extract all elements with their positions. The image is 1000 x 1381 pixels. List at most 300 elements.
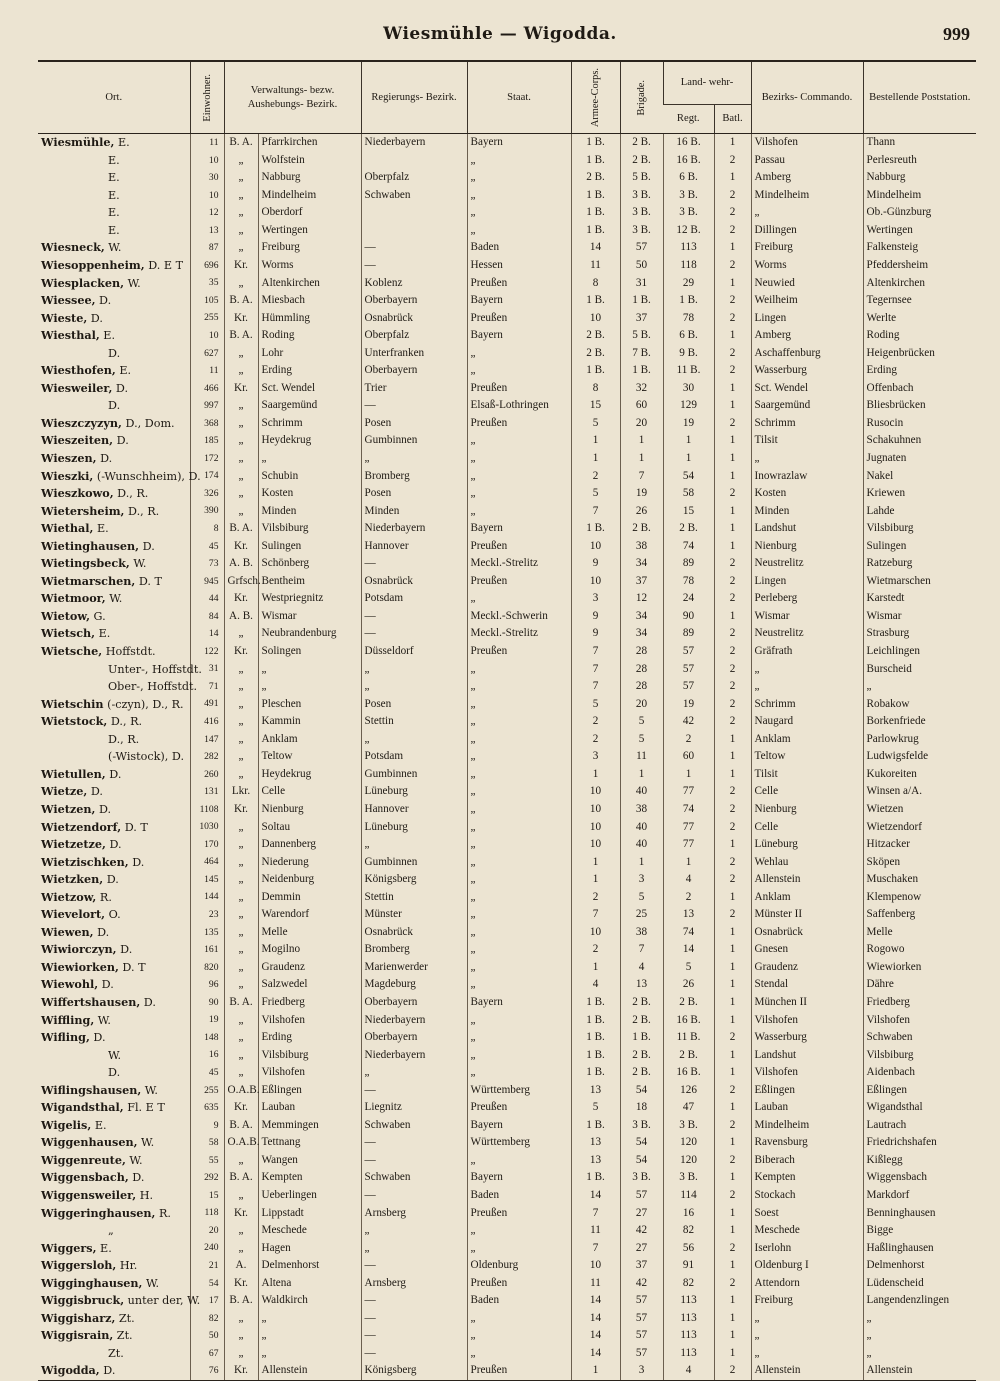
- cell-landwehr-batl: 1: [714, 924, 751, 942]
- cell-regierungsbezirk: Minden: [361, 502, 467, 520]
- cell-armee-corps: 9: [571, 625, 620, 643]
- cell-bezirk-art: „: [224, 274, 258, 292]
- cell-einwohner: 240: [190, 1239, 224, 1257]
- cell-verwaltungsbezirk: Schönberg: [258, 555, 361, 573]
- cell-verwaltungsbezirk: Solingen: [258, 643, 361, 661]
- cell-landwehr-batl: 2: [714, 871, 751, 889]
- cell-armee-corps: 1: [571, 450, 620, 468]
- cell-bezirk-art: B. A.: [224, 1117, 258, 1135]
- cell-poststation: Saffenberg: [863, 906, 976, 924]
- cell-poststation: Heigenbrücken: [863, 345, 976, 363]
- place-type: W.: [129, 557, 147, 571]
- cell-bezirkscommando: Aschaffenburg: [751, 345, 863, 363]
- cell-staat: „: [467, 941, 571, 959]
- cell-regierungsbezirk: Posen: [361, 696, 467, 714]
- cell-ort: [38, 573, 190, 591]
- cell-ort: [38, 801, 190, 819]
- cell-regierungsbezirk: —: [361, 1134, 467, 1152]
- cell-einwohner: 1030: [190, 818, 224, 836]
- cell-ort: [38, 327, 190, 345]
- place-type: D.: [89, 1031, 106, 1045]
- cell-brigade: 3 B.: [620, 204, 663, 222]
- cell-einwohner: 87: [190, 239, 224, 257]
- cell-poststation: Wismar: [863, 608, 976, 626]
- cell-verwaltungsbezirk: „: [258, 660, 361, 678]
- cell-poststation: Erding: [863, 362, 976, 380]
- cell-poststation: Kißlegg: [863, 1152, 976, 1170]
- cell-ort: [38, 1117, 190, 1135]
- cell-poststation: Kriewen: [863, 485, 976, 503]
- cell-verwaltungsbezirk: Wangen: [258, 1152, 361, 1170]
- cell-armee-corps: 2 B.: [571, 327, 620, 345]
- cell-staat: Bayern: [467, 134, 571, 152]
- place-type: E.: [96, 1241, 112, 1255]
- place-type: D. E T: [144, 259, 184, 272]
- cell-bezirkscommando: „: [751, 1310, 863, 1328]
- cell-ort: [38, 415, 190, 433]
- cell-armee-corps: 10: [571, 924, 620, 942]
- place-name: Wietzow,: [41, 889, 97, 904]
- place-name: Wiesneck,: [41, 240, 105, 255]
- cell-armee-corps: 13: [571, 1152, 620, 1170]
- place-name: Wietmarschen,: [41, 573, 136, 588]
- cell-ort: [38, 660, 202, 678]
- cell-ort: [38, 1099, 190, 1117]
- cell-ort: [38, 239, 190, 257]
- cell-brigade: 54: [620, 1134, 663, 1152]
- place-type: Unter-, Hoffstdt.: [108, 662, 202, 676]
- cell-bezirk-art: B. A.: [224, 1292, 258, 1310]
- cell-regierungsbezirk: —: [361, 1310, 467, 1328]
- cell-einwohner: 54: [190, 1275, 224, 1293]
- cell-verwaltungsbezirk: Vilshofen: [258, 1064, 361, 1082]
- cell-staat: „: [467, 766, 571, 784]
- cell-landwehr-batl: 1: [714, 1345, 751, 1363]
- cell-poststation: Klempenow: [863, 889, 976, 907]
- cell-ort: [38, 994, 190, 1012]
- cell-verwaltungsbezirk: Wolfstein: [258, 152, 361, 170]
- cell-bezirk-art: „: [224, 853, 258, 871]
- cell-verwaltungsbezirk: Friedberg: [258, 994, 361, 1012]
- cell-poststation: Ludwigsfelde: [863, 748, 976, 766]
- cell-brigade: 57: [620, 1292, 663, 1310]
- cell-brigade: 2 B.: [620, 520, 663, 538]
- cell-verwaltungsbezirk: Altenkirchen: [258, 274, 361, 292]
- cell-regierungsbezirk: „: [361, 450, 467, 468]
- cell-bezirkscommando: Celle: [751, 818, 863, 836]
- cell-landwehr-regt: 113: [663, 239, 714, 257]
- cell-landwehr-batl: 2: [714, 906, 751, 924]
- cell-armee-corps: 5: [571, 1099, 620, 1117]
- cell-landwehr-regt: 54: [663, 467, 714, 485]
- cell-bezirk-art: Kr.: [224, 538, 258, 556]
- cell-ort: [38, 871, 190, 889]
- cell-bezirk-art: „: [224, 1310, 258, 1328]
- cell-staat: „: [467, 1029, 571, 1047]
- cell-poststation: Falkensteig: [863, 239, 976, 257]
- table-row: [38, 678, 976, 696]
- cell-ort: [38, 783, 190, 801]
- cell-einwohner: 627: [190, 345, 224, 363]
- cell-regierungsbezirk: Marienwerder: [361, 959, 467, 977]
- cell-verwaltungsbezirk: Lippstadt: [258, 1204, 361, 1222]
- cell-poststation: Burscheid: [863, 660, 976, 678]
- cell-verwaltungsbezirk: Freiburg: [258, 239, 361, 257]
- cell-bezirk-art: „: [224, 1345, 258, 1363]
- cell-landwehr-regt: 82: [663, 1275, 714, 1293]
- cell-ort: [38, 1257, 190, 1275]
- cell-armee-corps: 2 B.: [571, 345, 620, 363]
- cell-bezirk-art: „: [224, 152, 258, 170]
- cell-verwaltungsbezirk: Anklam: [258, 731, 361, 749]
- cell-poststation: Muschaken: [863, 871, 976, 889]
- table-row: [38, 1099, 976, 1117]
- table-row: [38, 432, 976, 450]
- cell-armee-corps: 2 B.: [571, 169, 620, 187]
- cell-bezirk-art: Kr.: [224, 801, 258, 819]
- cell-brigade: 54: [620, 1152, 663, 1170]
- cell-bezirk-art: A.: [224, 1257, 258, 1275]
- cell-einwohner: 696: [190, 257, 224, 275]
- cell-bezirk-art: „: [224, 450, 258, 468]
- cell-bezirkscommando: Neustrelitz: [751, 555, 863, 573]
- cell-staat: Preußen: [467, 274, 571, 292]
- cell-einwohner: 145: [190, 871, 224, 889]
- place-name: Wiesplacken,: [41, 275, 125, 290]
- cell-einwohner: 35: [190, 274, 224, 292]
- place-type: D.: [103, 873, 119, 887]
- cell-einwohner: 13: [190, 222, 224, 240]
- cell-landwehr-batl: 1: [714, 836, 751, 854]
- cell-poststation: „: [863, 1310, 976, 1328]
- cell-brigade: 57: [620, 1345, 663, 1363]
- cell-ort: [38, 1169, 190, 1187]
- cell-verwaltungsbezirk: „: [258, 678, 361, 696]
- cell-verwaltungsbezirk: Meschede: [258, 1222, 361, 1240]
- cell-verwaltungsbezirk: Hümmling: [258, 309, 361, 327]
- cell-regierungsbezirk: Münster: [361, 906, 467, 924]
- cell-bezirkscommando: Worms: [751, 257, 863, 275]
- cell-landwehr-batl: 1: [714, 274, 751, 292]
- cell-poststation: Allenstein: [863, 1362, 976, 1380]
- cell-verwaltungsbezirk: Niederung: [258, 853, 361, 871]
- cell-landwehr-batl: 1: [714, 766, 751, 784]
- cell-bezirkscommando: Landshut: [751, 520, 863, 538]
- cell-einwohner: 491: [190, 696, 224, 714]
- cell-poststation: Wigandsthal: [863, 1099, 976, 1117]
- cell-einwohner: 255: [190, 1082, 224, 1100]
- table-row: [38, 1117, 976, 1135]
- cell-brigade: 27: [620, 1239, 663, 1257]
- cell-staat: „: [467, 713, 571, 731]
- cell-poststation: Lüdenscheid: [863, 1275, 976, 1293]
- cell-bezirkscommando: Allenstein: [751, 1362, 863, 1380]
- place-name: Wiggensbach,: [41, 1170, 129, 1185]
- cell-landwehr-regt: 4: [663, 1362, 714, 1380]
- cell-brigade: 13: [620, 976, 663, 994]
- cell-regierungsbezirk: —: [361, 1292, 467, 1310]
- place-name: Wigandsthal,: [41, 1100, 124, 1115]
- cell-poststation: Bigge: [863, 1222, 976, 1240]
- place-type: E.: [95, 627, 111, 641]
- table-row: [38, 608, 976, 626]
- cell-landwehr-regt: 78: [663, 573, 714, 591]
- cell-regierungsbezirk: —: [361, 257, 467, 275]
- cell-landwehr-batl: 1: [714, 1169, 751, 1187]
- cell-bezirk-art: B. A.: [224, 1169, 258, 1187]
- cell-regierungsbezirk: —: [361, 1345, 467, 1363]
- cell-staat: „: [467, 1239, 571, 1257]
- place-type: D.: [105, 838, 122, 852]
- cell-verwaltungsbezirk: Mindelheim: [258, 187, 361, 205]
- table-row: [38, 345, 976, 363]
- cell-bezirk-art: „: [224, 432, 258, 450]
- place-type: D.: [112, 381, 129, 395]
- cell-landwehr-batl: 2: [714, 257, 751, 275]
- cell-bezirkscommando: Stendal: [751, 976, 863, 994]
- cell-staat: Oldenburg: [467, 1257, 571, 1275]
- cell-armee-corps: 7: [571, 906, 620, 924]
- cell-regierungsbezirk: [361, 222, 467, 240]
- cell-brigade: 11: [620, 748, 663, 766]
- cell-poststation: Aidenbach: [863, 1064, 976, 1082]
- cell-bezirk-art: „: [224, 731, 258, 749]
- cell-ort: [38, 1275, 190, 1293]
- cell-einwohner: 185: [190, 432, 224, 450]
- cell-verwaltungsbezirk: Erding: [258, 1029, 361, 1047]
- cell-poststation: Haßlinghausen: [863, 1239, 976, 1257]
- table-body: [38, 134, 976, 1381]
- cell-landwehr-batl: 1: [714, 520, 751, 538]
- cell-bezirk-art: „: [224, 818, 258, 836]
- cell-armee-corps: 7: [571, 660, 620, 678]
- place-name: Wieszeiten,: [41, 433, 114, 448]
- cell-bezirk-art: „: [224, 766, 258, 784]
- table-row: [38, 169, 976, 187]
- cell-ort: [38, 1327, 190, 1345]
- place-name: Wiggenhausen,: [41, 1135, 138, 1150]
- cell-bezirkscommando: Lauban: [751, 1099, 863, 1117]
- cell-einwohner: 55: [190, 1152, 224, 1170]
- cell-bezirk-art: „: [224, 362, 258, 380]
- cell-regierungsbezirk: Niederbayern: [361, 134, 467, 152]
- cell-bezirkscommando: Nienburg: [751, 801, 863, 819]
- place-name: Wietzen,: [41, 801, 96, 816]
- cell-ort: [38, 713, 190, 731]
- col-header-regt: Regt.: [663, 105, 714, 134]
- cell-ort: [38, 1152, 190, 1170]
- place-name: Wiwiorczyn,: [41, 942, 117, 957]
- cell-einwohner: 170: [190, 836, 224, 854]
- table-row: [38, 766, 976, 784]
- place-name: Wiesthal,: [41, 328, 100, 343]
- cell-regierungsbezirk: [361, 152, 467, 170]
- cell-landwehr-batl: 1: [714, 1204, 751, 1222]
- cell-landwehr-batl: 1: [714, 432, 751, 450]
- cell-landwehr-batl: 1: [714, 1046, 751, 1064]
- cell-einwohner: 19: [190, 1011, 224, 1029]
- place-type: D.: [108, 346, 121, 360]
- cell-bezirk-art: Kr.: [224, 1204, 258, 1222]
- place-name: Wiflingshausen,: [41, 1082, 142, 1097]
- place-name: Wieszki,: [41, 468, 94, 483]
- place-type: E.: [108, 171, 120, 185]
- place-type: Zt.: [108, 1346, 124, 1360]
- cell-ort: [38, 889, 190, 907]
- cell-brigade: 3: [620, 1362, 663, 1380]
- cell-bezirkscommando: Lüneburg: [751, 836, 863, 854]
- running-head: [0, 24, 1000, 54]
- cell-ort: [38, 538, 190, 556]
- cell-brigade: 5: [620, 889, 663, 907]
- cell-bezirk-art: „: [224, 1029, 258, 1047]
- cell-ort: [38, 520, 190, 538]
- cell-landwehr-regt: 113: [663, 1327, 714, 1345]
- cell-ort: [38, 976, 190, 994]
- cell-landwehr-regt: 120: [663, 1152, 714, 1170]
- cell-landwehr-regt: 113: [663, 1345, 714, 1363]
- cell-landwehr-regt: 57: [663, 678, 714, 696]
- cell-staat: Bayern: [467, 520, 571, 538]
- cell-bezirk-art: „: [224, 502, 258, 520]
- cell-landwehr-regt: 14: [663, 941, 714, 959]
- place-type: H.: [136, 1188, 154, 1202]
- cell-ort: [38, 643, 190, 661]
- cell-einwohner: 11: [190, 362, 224, 380]
- cell-bezirkscommando: Vilshofen: [751, 1011, 863, 1029]
- table-row: [38, 731, 976, 749]
- cell-regierungsbezirk: Düsseldorf: [361, 643, 467, 661]
- cell-bezirkscommando: Wasserburg: [751, 1029, 863, 1047]
- cell-landwehr-batl: 1: [714, 1222, 751, 1240]
- cell-poststation: Schwaben: [863, 1029, 976, 1047]
- cell-verwaltungsbezirk: Saargemünd: [258, 397, 361, 415]
- cell-landwehr-batl: 2: [714, 678, 751, 696]
- cell-bezirkscommando: Nienburg: [751, 538, 863, 556]
- cell-bezirk-art: Grfsch.: [224, 573, 258, 591]
- table-row: [38, 450, 976, 468]
- cell-bezirk-art: „: [224, 625, 258, 643]
- place-type: D.: [98, 978, 114, 992]
- place-name: Wieszkowo,: [41, 486, 114, 501]
- place-name: Wiesweiler,: [41, 380, 113, 395]
- cell-ort: [38, 941, 190, 959]
- cell-bezirkscommando: Celle: [751, 783, 863, 801]
- cell-verwaltungsbezirk: Warendorf: [258, 906, 361, 924]
- cell-brigade: 28: [620, 660, 663, 678]
- cell-landwehr-batl: 1: [714, 397, 751, 415]
- cell-regierungsbezirk: Hannover: [361, 538, 467, 556]
- cell-verwaltungsbezirk: Demmin: [258, 889, 361, 907]
- cell-staat: „: [467, 432, 571, 450]
- cell-regierungsbezirk: Oberpfalz: [361, 169, 467, 187]
- cell-landwehr-regt: 57: [663, 660, 714, 678]
- place-name: Wiethal,: [41, 521, 94, 536]
- cell-landwehr-batl: 2: [714, 1362, 751, 1380]
- table-row: [38, 871, 976, 889]
- cell-regierungsbezirk: Osnabrück: [361, 573, 467, 591]
- cell-verwaltungsbezirk: „: [258, 1327, 361, 1345]
- place-name: Wietzken,: [41, 872, 104, 887]
- cell-poststation: Schakuhnen: [863, 432, 976, 450]
- cell-einwohner: 945: [190, 573, 224, 591]
- cell-landwehr-batl: 2: [714, 345, 751, 363]
- table-row: [38, 959, 976, 977]
- cell-landwehr-batl: 2: [714, 1082, 751, 1100]
- cell-landwehr-batl: 1: [714, 450, 751, 468]
- cell-poststation: Dähre: [863, 976, 976, 994]
- place-name: Wietzetze,: [41, 837, 106, 852]
- cell-staat: „: [467, 222, 571, 240]
- cell-verwaltungsbezirk: Neidenburg: [258, 871, 361, 889]
- place-type: D.: [93, 925, 110, 939]
- place-name: Wiggersloh,: [41, 1258, 117, 1273]
- cell-armee-corps: 13: [571, 1082, 620, 1100]
- cell-landwehr-batl: 2: [714, 1239, 751, 1257]
- cell-bezirk-art: „: [224, 906, 258, 924]
- place-type: D., R.: [108, 732, 140, 746]
- cell-bezirkscommando: Allenstein: [751, 871, 863, 889]
- table-row: [38, 1134, 976, 1152]
- cell-bezirkscommando: Saargemünd: [751, 397, 863, 415]
- place-type: D. T: [118, 960, 146, 974]
- cell-einwohner: 1108: [190, 801, 224, 819]
- cell-einwohner: 174: [190, 467, 224, 485]
- cell-verwaltungsbezirk: Schubin: [258, 467, 361, 485]
- cell-staat: „: [467, 924, 571, 942]
- cell-ort: [38, 169, 190, 187]
- cell-verwaltungsbezirk: Wertingen: [258, 222, 361, 240]
- place-name: Wietzischken,: [41, 854, 129, 869]
- cell-regierungsbezirk: Niederbayern: [361, 1046, 467, 1064]
- cell-bezirk-art: „: [224, 1187, 258, 1205]
- cell-ort: [38, 345, 190, 363]
- cell-bezirk-art: „: [224, 485, 258, 503]
- cell-staat: „: [467, 1310, 571, 1328]
- table-row: [38, 696, 976, 714]
- cell-verwaltungsbezirk: Miesbach: [258, 292, 361, 310]
- place-type: Hr.: [116, 1259, 138, 1273]
- cell-brigade: 25: [620, 906, 663, 924]
- cell-landwehr-regt: 12 B.: [663, 222, 714, 240]
- col-header-bezirkscommando: Bezirks- Commando.: [751, 61, 863, 134]
- cell-bezirk-art: Kr.: [224, 643, 258, 661]
- cell-bezirkscommando: Teltow: [751, 748, 863, 766]
- cell-bezirkscommando: Graudenz: [751, 959, 863, 977]
- cell-armee-corps: 14: [571, 239, 620, 257]
- cell-landwehr-regt: 1: [663, 766, 714, 784]
- cell-ort: [38, 450, 190, 468]
- cell-staat: „: [467, 1327, 571, 1345]
- cell-regierungsbezirk: —: [361, 608, 467, 626]
- cell-landwehr-regt: 6 B.: [663, 327, 714, 345]
- cell-staat: Preußen: [467, 573, 571, 591]
- cell-landwehr-regt: 11 B.: [663, 362, 714, 380]
- cell-bezirkscommando: Freiburg: [751, 239, 863, 257]
- cell-regierungsbezirk: —: [361, 1187, 467, 1205]
- cell-verwaltungsbezirk: Roding: [258, 327, 361, 345]
- cell-bezirk-art: B. A.: [224, 292, 258, 310]
- cell-brigade: 5 B.: [620, 327, 663, 345]
- cell-staat: Baden: [467, 1292, 571, 1310]
- cell-verwaltungsbezirk: Kammin: [258, 713, 361, 731]
- cell-bezirk-art: „: [224, 397, 258, 415]
- place-type: D.: [99, 1364, 116, 1378]
- cell-brigade: 1: [620, 853, 663, 871]
- cell-einwohner: 260: [190, 766, 224, 784]
- cell-poststation: Hitzacker: [863, 836, 976, 854]
- cell-poststation: Benninghausen: [863, 1204, 976, 1222]
